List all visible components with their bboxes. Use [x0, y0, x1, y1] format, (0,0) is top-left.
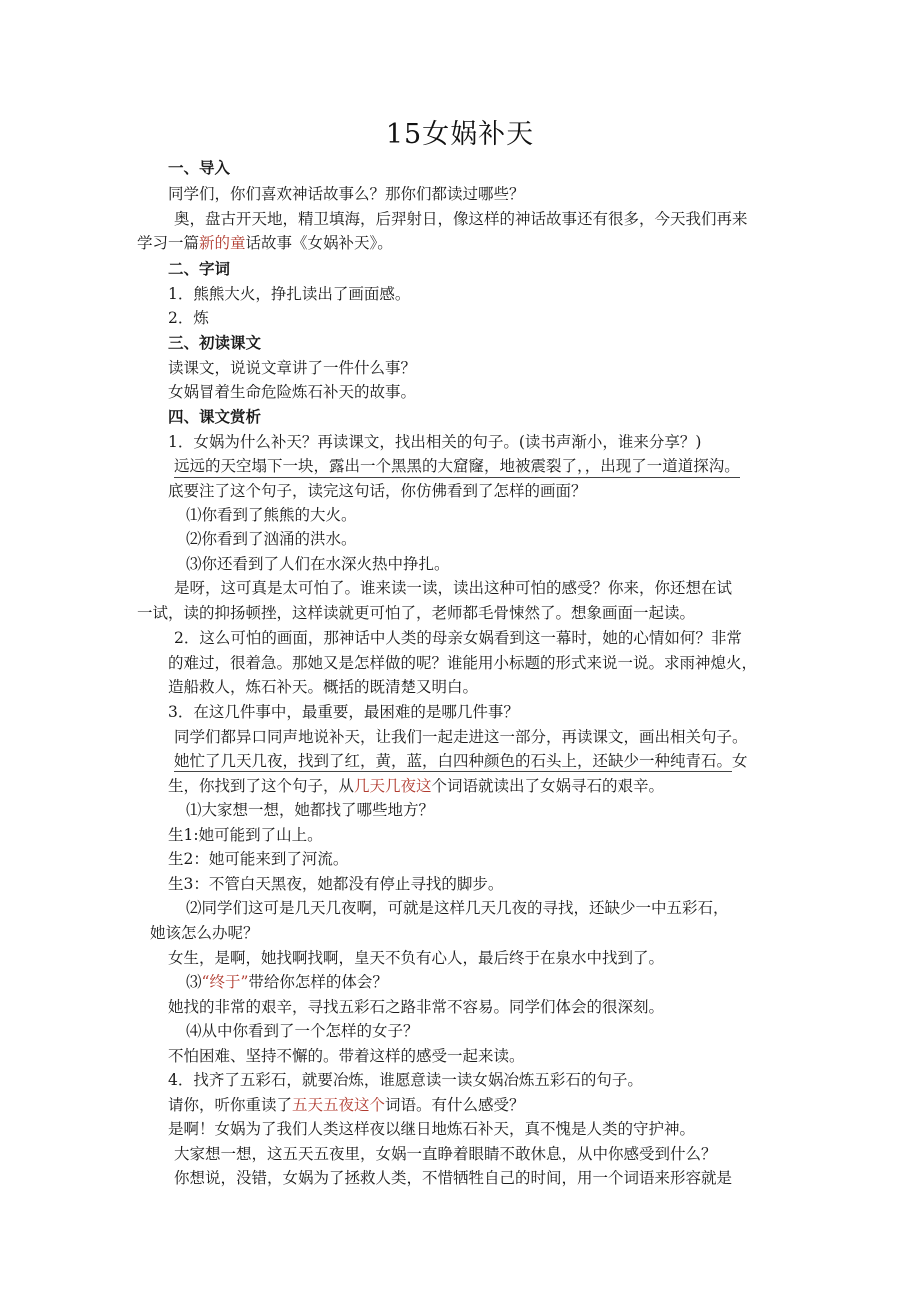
paragraph-line: 你想说，没错，女娲为了拯救人类，不惜牺牲自己的时间，用一个词语来形容就是: [174, 1169, 733, 1187]
highlighted-text: “终于”: [201, 973, 249, 991]
paragraph-line: 生1:她可能到了山上。: [168, 826, 323, 844]
highlighted-text: 五天五夜这个: [292, 1096, 386, 1114]
paragraph-line: 她找的非常的艰辛，寻找五彩石之路非常不容易。同学们体会的很深刻。: [168, 998, 665, 1016]
paragraph-line: 是呀，这可真是太可怕了。谁来读一读，读出这种可怕的感受？你来，你还想在试: [174, 579, 733, 597]
paragraph-line: 女生，是啊，她找啊找啊，皇天不负有心人，最后终于在泉水中找到了。: [168, 949, 665, 967]
paragraph-line: [137, 233, 393, 253]
paragraph-line: 1．熊熊大火，挣扎读出了画面感。: [168, 285, 411, 303]
paragraph-line: 2．这么可怕的画面，那神话中人类的母亲女娲看到这一幕时，她的心情如何？非常: [174, 629, 742, 647]
list-item: ⑵同学们这可是几天几夜啊，可就是这样几天几夜的寻找，还缺少一中五彩石，: [186, 899, 729, 917]
list-item: ⑶你还看到了人们在水深火热中挣扎。: [186, 555, 450, 573]
paragraph-line: [168, 1095, 525, 1115]
paragraph-line: 生2：她可能来到了河流。: [168, 850, 349, 868]
paragraph-line: 1．女娲为什么补天？再读课文，找出相关的句子。(读书声渐小，谁来分享？): [168, 433, 702, 451]
text-run: 女: [732, 752, 748, 770]
text-run: 生，你找到了这个句子，从: [168, 777, 355, 795]
highlighted-text: 几天几夜这: [354, 777, 432, 795]
text-run: 请你，听你重读了: [168, 1096, 293, 1114]
text-run: 带给你怎样的体会？: [248, 973, 388, 991]
paragraph-line: 她该怎么办呢？: [150, 924, 259, 942]
list-item: [186, 972, 388, 992]
underlined-quote: 她忙了几天几夜，找到了红，黄，蓝，白四种颜色的石头上，还缺少一种纯青石。: [174, 752, 733, 770]
highlighted-text: 新的童: [199, 234, 246, 252]
list-item: ⑵你看到了汹涌的洪水。: [186, 530, 357, 548]
section-heading-intro: 一、导入: [168, 158, 231, 177]
paragraph-line: 4．找齐了五彩石，就要冶炼，谁愿意读一读女娲冶炼五彩石的句子。: [168, 1071, 643, 1089]
paragraph-line: 一试，读的抑扬顿挫，这样读就更可怕了，老师都毛骨悚然了。想象画面一起读。: [137, 604, 696, 622]
paragraph-line: 生3：不管白天黑夜，她都没有停止寻找的脚步。: [168, 875, 504, 893]
list-item: ⑴你看到了熊熊的大火。: [186, 506, 357, 524]
paragraph-line: 读课文，说说文章讲了一件什么事？: [168, 359, 417, 377]
paragraph-line: 同学们，你们喜欢神话故事么？那你们都读过哪些？: [168, 185, 525, 203]
text-run: 词语。有什么感受？: [385, 1096, 525, 1114]
paragraph-line: 3．在这几件事中，最重要，最困难的是哪几件事？: [168, 703, 519, 721]
text-run: 学习一篇: [137, 234, 200, 252]
text-run: 个词语就读出了女娲寻石的艰辛。: [431, 777, 665, 795]
section-heading-analysis: 四、课文赏析: [168, 407, 262, 426]
paragraph-line: 大家想一想，这五天五夜里，女娲一直睁着眼睛不敢休息，从中你感受到什么？: [174, 1145, 717, 1163]
paragraph-line: 不怕困难、坚持不懈的。带着这样的感受一起来读。: [168, 1047, 525, 1065]
text-run: ⑶: [186, 973, 202, 991]
list-item: ⑴大家想一想，她都找了哪些地方？: [186, 801, 435, 819]
section-heading-vocab: 二、字词: [168, 259, 231, 278]
paragraph-line: 2．炼: [168, 309, 209, 327]
section-heading-first-read: 三、初读课文: [168, 333, 262, 352]
paragraph-line: 造船救人，炼石补天。概括的既清楚又明白。: [168, 678, 479, 696]
paragraph-line: [174, 751, 748, 771]
document-title: 15女娲补天: [385, 119, 535, 150]
paragraph-line: 同学们都异口同声地说补天，让我们一起走进这一部分，再读课文，画出相关句子。: [174, 728, 748, 746]
paragraph-line: 是啊！女娲为了我们人类这样夜以继日地炼石补天，真不愧是人类的守护神。: [168, 1120, 696, 1138]
underlined-quote: 远远的天空塌下一块，露出一个黑黑的大窟窿，地被震裂了，，出现了一道道探沟。: [174, 456, 740, 478]
paragraph-line: 奥，盘古开天地，精卫填海，后羿射日，像这样的神话故事还有很多，今天我们再来: [174, 210, 748, 228]
list-item: ⑷从中你看到了一个怎样的女子？: [186, 1022, 419, 1040]
text-run: 话故事《女娲补天》。: [245, 234, 393, 252]
paragraph-line: 底要注了这个句子，读完这句话，你仿佛看到了怎样的画面？: [168, 482, 587, 500]
paragraph-line: 女娲冒着生命危险炼石补天的故事。: [168, 383, 417, 401]
paragraph-line: 的难过，很着急。那她又是怎样做的呢？谁能用小标题的形式来说一说。求雨神熄火，: [168, 654, 758, 672]
paragraph-line: [168, 776, 664, 796]
